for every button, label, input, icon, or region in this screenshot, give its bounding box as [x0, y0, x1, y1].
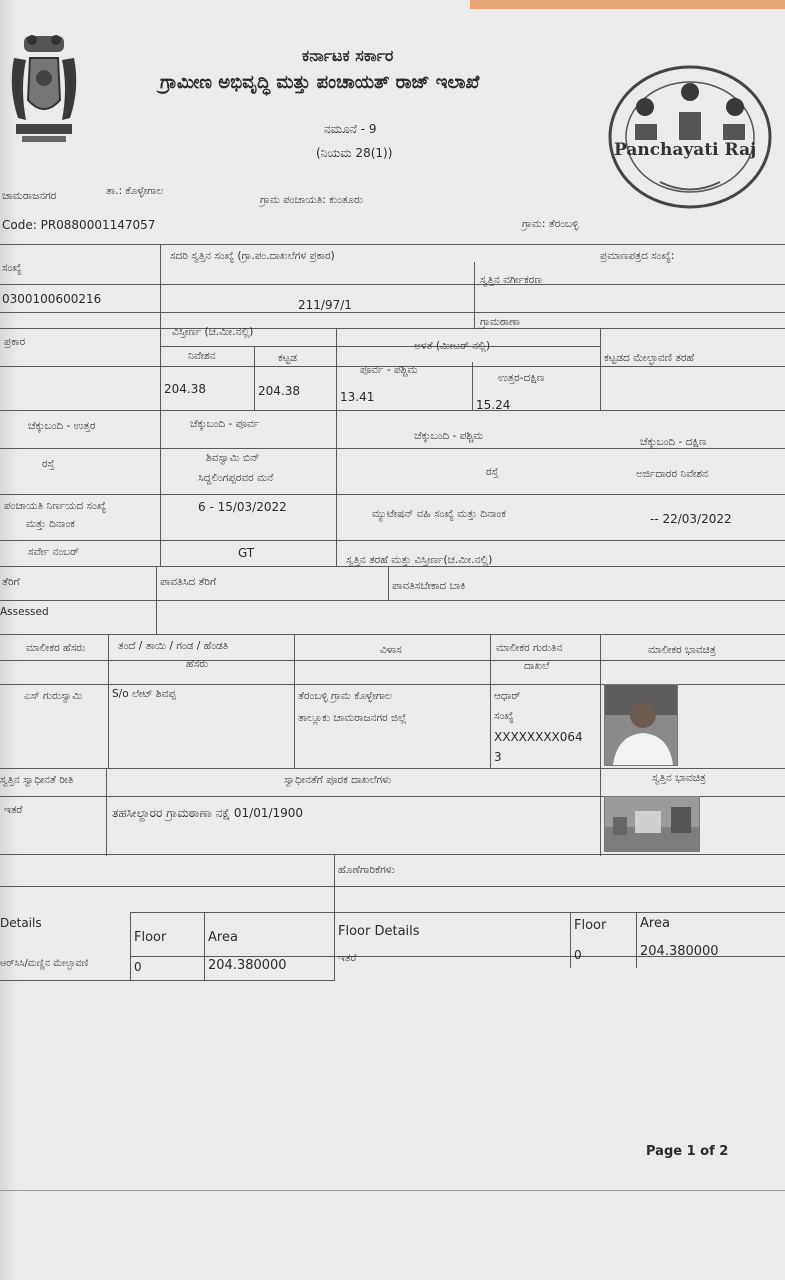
desk-edge [470, 0, 785, 9]
owner-name-header: ಮಾಲೀಕರ ಹೆಸರು [26, 642, 86, 654]
district: ಚಾಮರಾಜನಗರ [2, 190, 57, 202]
boundary-north-value: ರಸ್ತೆ [42, 458, 55, 470]
supporting-doc-value: ತಹಸೀಲ್ದಾರರ ಗ್ರಾಮಠಾಣಾ ನಕ್ಷೆ 01/01/1900 [112, 806, 304, 820]
karnataka-emblem-icon [4, 28, 84, 152]
acquisition-label: ಸ್ವತ್ತಿನ ಸ್ವಾಧೀನತೆ ರೀತಿ [0, 774, 74, 786]
header-department: ಗ್ರಾಮೀಣ ಅಭಿವೃದ್ಧಿ ಮತ್ತು ಪಂಚಾಯತ್ ರಾಜ್ ಇಲಾಖೆ [160, 72, 480, 93]
village: ಗ್ರಾಮ: ತೆರಂಬಳ್ಳಿ [522, 218, 579, 230]
floor-type-left: ಆರ್‌ಸಿಸಿ/ಮಣ್ಣಿನ ಮೇಲ್ಛಾವಣಿ [0, 958, 89, 969]
acquisition-value: ಇತರೆ [4, 804, 23, 816]
resolution-label-2: ಮತ್ತು ದಿನಾಂಕ [26, 518, 75, 530]
north-south-label: ಉತ್ತರ-ದಕ್ಷಿಣ [498, 372, 545, 384]
area-value-left: 204.380000 [208, 958, 287, 973]
survey-number-value: GT [238, 546, 255, 560]
owner-id-header-1: ಮಾಲೀಕರ ಗುರುತಿನ [496, 642, 563, 654]
details-label: Details [0, 916, 42, 930]
boundary-south-label: ಚೆಕ್ಕುಬಂದಿ - ದಕ್ಷಿಣ [640, 436, 707, 448]
owner-address-2: ತಾಲ್ಲೂಕು ಚಾಮರಾಜನಗರ ಜಿಲ್ಲೆ [298, 712, 407, 724]
parent-name-header-1: ತಂದೆ / ತಾಯಿ / ಗಂಡ / ಹೆಂಡತಿ [118, 640, 229, 652]
boundary-east-value-1: ಶಿವಸ್ವಾಮಿ ಬಿನ್ [206, 452, 260, 464]
tax-paid-label: ಪಾವತಿಸಿದ ತೆರಿಗೆ [160, 576, 217, 588]
owner-id-type: ಆಧಾರ್ [494, 690, 521, 702]
floor-value-left: 0 [134, 960, 142, 974]
area-header-left: Area [208, 930, 238, 945]
owner-address-1: ತೆರಂಬಳ್ಳಿ ಗ್ರಾಮ ಕೊಳ್ಳೇಗಾಲ [298, 690, 393, 702]
boundary-east-value-2: ಸಿದ್ದಲಿಂಗಪ್ಪರವರ ಮನೆ [198, 472, 274, 484]
classification-value: ಗ್ರಾಮಠಾಣಾ [480, 316, 521, 328]
assessed-label: Assessed [0, 606, 49, 618]
area-header: ವಿಸ್ತೀರ್ಣ (ಚ.ಮೀ.ನಲ್ಲಿ) [172, 326, 254, 338]
property-photo [604, 796, 700, 852]
area-value-right: 204.380000 [640, 944, 719, 959]
tax-label: ತೆರಿಗೆ [2, 576, 20, 588]
type-label: ಪ್ರಕಾರ [4, 336, 26, 348]
form-rule: (ನಿಯಮ 28(1)) [316, 146, 393, 160]
floor-details-header: Floor Details [338, 924, 420, 939]
owner-id-number: XXXXXXXX064 [494, 730, 583, 744]
form-number: ನಮೂನೆ - 9 [324, 122, 377, 136]
owner-id-number-end: 3 [494, 750, 502, 764]
taluk: ತಾ.: ಕೊಳ್ಳೇಗಾಲ [106, 185, 164, 197]
owner-id-label: ಸಂಖ್ಯೆ [494, 710, 514, 722]
header-government: ಕರ್ನಾಟಕ ಸರ್ಕಾರ [302, 46, 394, 65]
parent-name-header-2: ಹೆಸರು [186, 658, 209, 670]
owner-photo [604, 684, 678, 766]
north-south-value: 15.24 [476, 398, 511, 412]
property-number-label: ಸದರಿ ಸ್ವತ್ತಿನ ಸಂಖ್ಯೆ (ಗ್ರಾ.ಪಂ.ದಾಖಲೆಗಳ ಪ್ರಕಾರ) [170, 250, 335, 262]
tax-due-label: ಪಾವತಿಸಬೇಕಾದ ಬಾಕಿ [392, 580, 466, 592]
resolution-value: 6 - 15/03/2022 [198, 500, 287, 514]
owner-id-header-2: ದಾಖಲೆ [524, 660, 550, 672]
row-number-label: ಸಂಖ್ಯೆ [2, 262, 22, 274]
address-header: ವಿಳಾಸ [380, 644, 402, 656]
resolution-label-1: ಪಂಚಾಯತಿ ನಿರ್ಣಯದ ಸಂಖ್ಯೆ [4, 500, 107, 512]
owner-photo-header: ಮಾಲೀಕರ ಭಾವಚಿತ್ರ [648, 644, 716, 656]
mutation-label: ಮ್ಯುಟೇಷನ್ ವಹಿ ಸಂಖ್ಯೆ ಮತ್ತು ದಿನಾಂಕ [372, 508, 507, 520]
owner-name: ಎಸ್ ಗುರುಸ್ವಾಮಿ [24, 690, 83, 702]
roof-type-label: ಕಟ್ಟಡದ ಮೇಲ್ಛಾವಣಿ ತರಹೆ [604, 352, 695, 364]
seal-text: Panchayati Raj [614, 140, 757, 160]
property-photo-header: ಸ್ವತ್ತಿನ ಭಾವಚಿತ್ರ [652, 772, 706, 784]
supporting-docs-header: ಸ್ವಾಧೀನತೆಗೆ ಪೂರಕ ದಾಖಲೆಗಳು [284, 774, 392, 786]
floor-header-right: Floor [574, 918, 607, 933]
gram-panchayat: ಗ್ರಾಮ ಪಂಚಾಯತಿ: ಕುಂತೂರು [260, 194, 363, 206]
classification-label: ಸ್ವತ್ತಿನ ವರ್ಗೀಕರಣ [480, 274, 542, 286]
east-west-label: ಪೂರ್ವ - ಪಶ್ಚಿಮ [360, 364, 418, 376]
boundary-west-value: ರಸ್ತೆ [486, 466, 499, 478]
owner-parent: S/o ಲೇಟ್ ಶಿವಪ್ಪ [112, 688, 176, 700]
property-number: 211/97/1 [298, 298, 352, 312]
building-area-value: 204.38 [258, 384, 300, 398]
property-type-area-label: ಸ್ವತ್ತಿನ ತರಹೆ ಮತ್ತು ವಿಸ್ತೀರ್ಣ(ಚ.ಮೀ.ನಲ್ಲಿ) [346, 554, 493, 566]
boundary-south-value: ಅರ್ಜಿದಾರರ ನಿವೇಶನ [636, 468, 708, 480]
site-label: ನಿವೇಶನ [188, 350, 216, 362]
liabilities-label: ಹೊಣೆಗಾರಿಕೆಗಳು [338, 864, 395, 876]
certificate-number-label: ಪ್ರಮಾಣಪತ್ರದ ಸಂಖ್ಯೆ: [600, 250, 675, 262]
dimension-header: ಅಳತೆ (ಮೀಟರ್ ನಲ್ಲಿ) [414, 340, 491, 352]
mutation-value: -- 22/03/2022 [650, 512, 732, 526]
boundary-north-label: ಚೆಕ್ಕುಬಂದಿ - ಉತ್ತರ [28, 420, 96, 432]
boundary-west-label: ಚೆಕ್ಕುಬಂದಿ - ಪಶ್ಚಿಮ [414, 430, 484, 442]
floor-header-left: Floor [134, 930, 167, 945]
boundary-east-label: ಚೆಕ್ಕುಬಂದಿ - ಪೂರ್ವ [190, 418, 260, 430]
panchayati-raj-seal-icon [605, 62, 775, 212]
floor-type-right: ಇತರೆ [338, 952, 357, 964]
area-header-right: Area [640, 916, 670, 931]
site-area-value: 204.38 [164, 382, 206, 396]
property-id: 0300100600216 [2, 292, 102, 306]
building-label: ಕಟ್ಟಡ [278, 352, 298, 364]
survey-number-label: ಸರ್ವೇ ನಂಬರ್ [28, 546, 80, 558]
page-number: Page 1 of 2 [646, 1144, 729, 1159]
east-west-value: 13.41 [340, 390, 375, 404]
property-code: Code: PR0880001147057 [2, 218, 156, 232]
floor-value-right: 0 [574, 948, 582, 962]
